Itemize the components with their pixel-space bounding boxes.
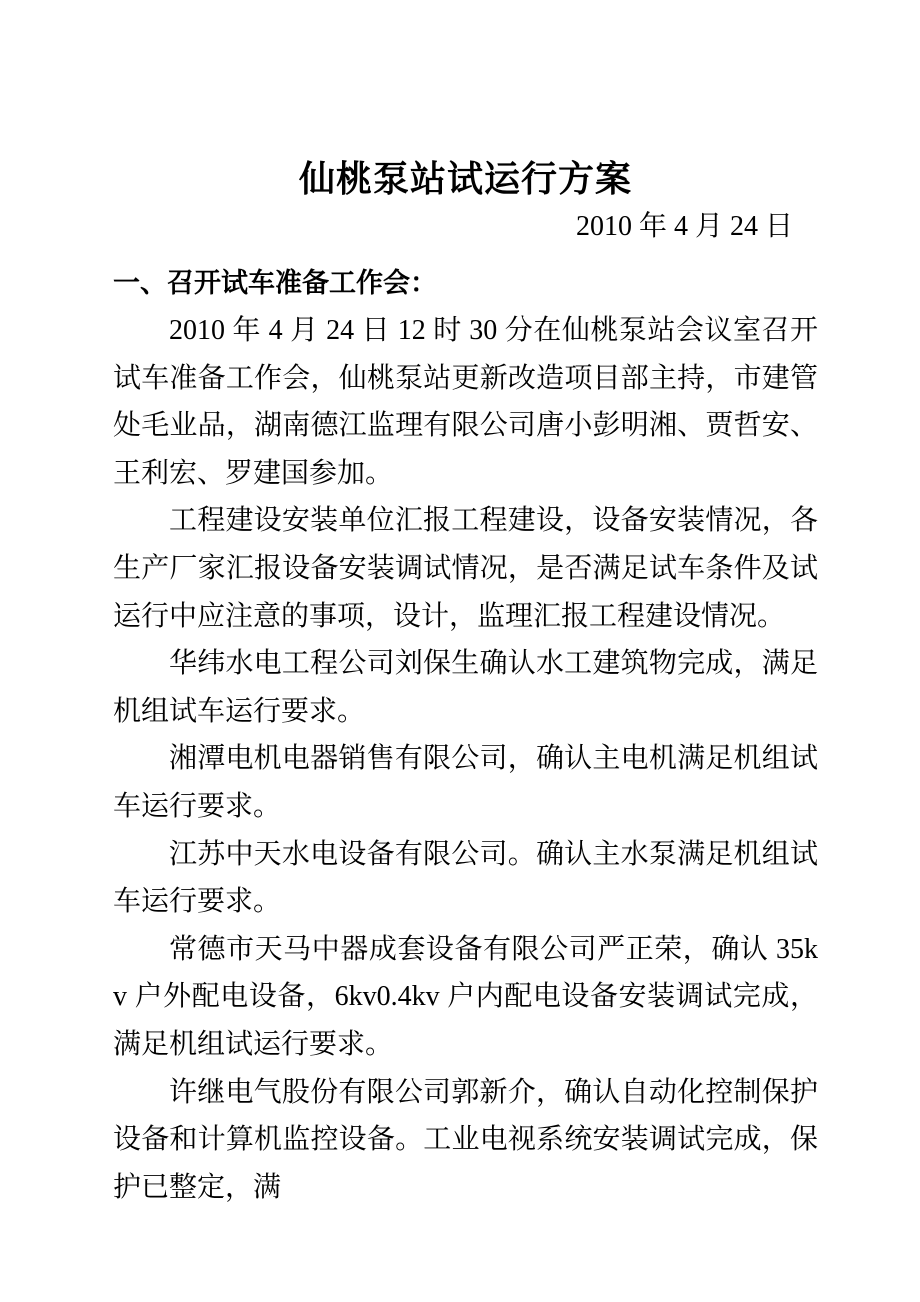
paragraph-jiangsu-zhongtian: 江苏中天水电设备有限公司。确认主水泵满足机组试车运行要求。 — [113, 838, 818, 918]
document-title: 仙桃泵站试运行方案 — [298, 159, 632, 199]
paragraph-meeting-opening: 2010 年 4 月 24 日 12 时 30 分在仙桃泵站会议室召开试车准备工作会，仙桃泵站更新改造项目部主持，市建管处毛业品，湖南德江监理有限公司唐小彭明湘、贾哲安、王利宏、罗建国参加。 — [113, 315, 818, 489]
paragraph-changde-tianma: 常德市天马中器成套设备有限公司严正荣，确认 35kv 户外配电设备，6kv0.4kv 户内配电设备安装调试完成，满足机组试运行要求。 — [113, 933, 818, 1060]
section-heading: 一、召开试车准备工作会： — [113, 268, 437, 298]
paragraph-huawei-hydro: 华纬水电工程公司刘保生确认水工建筑物完成，满足机组试车运行要求。 — [113, 648, 818, 727]
paragraph-xiangtan-motor: 湘潭电机电器销售有限公司，确认主电机满足机组试车运行要求。 — [113, 743, 818, 822]
document-date: 2010 年 4 月 24 日 — [575, 211, 793, 242]
paragraph-unit-reports: 工程建设安装单位汇报工程建设，设备安装情况，各生产厂家汇报设备安装调试情况，是否满足试车条件及试运行中应注意的事项，设计，监理汇报工程建设情况。 — [113, 505, 818, 632]
paragraph-xuji-electric: 许继电气股份有限公司郭新介，确认自动化控制保护设备和计算机监控设备。工业电视系统安装调试完成，保护已整定，满 — [113, 1076, 818, 1203]
